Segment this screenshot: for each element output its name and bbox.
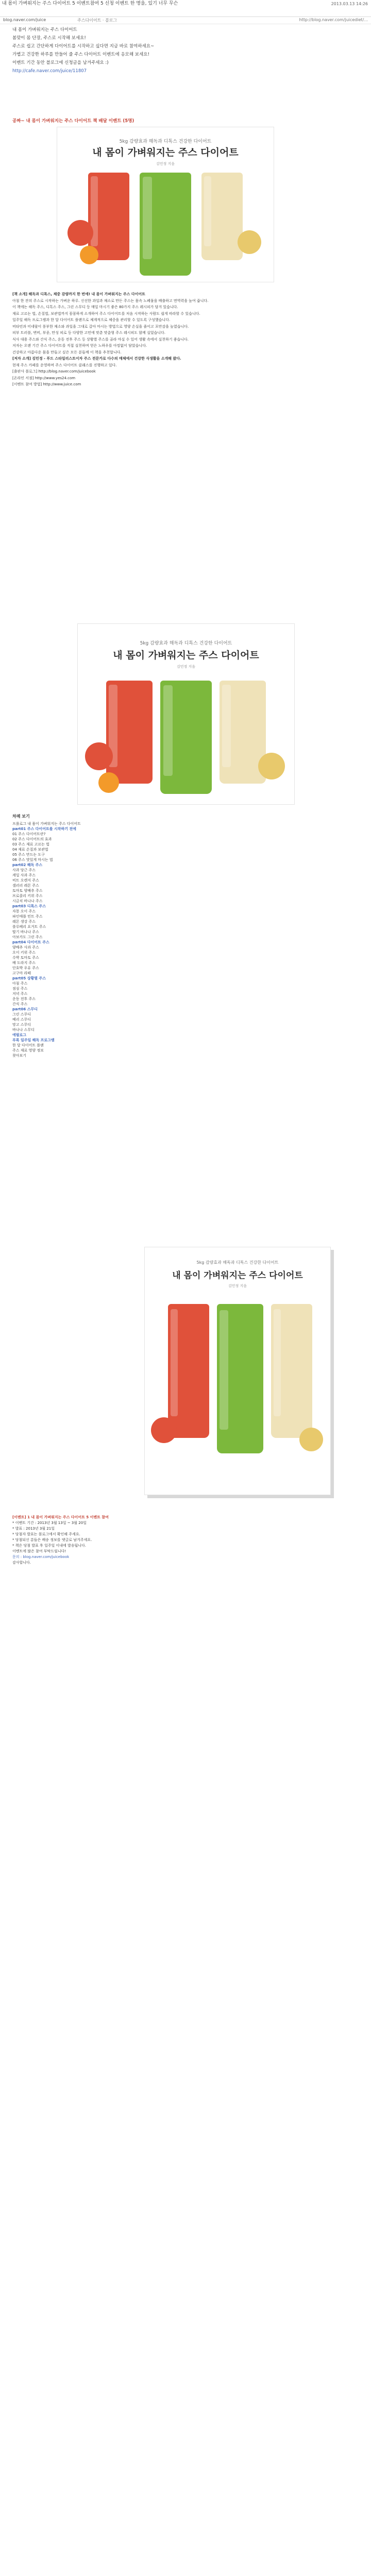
fruit-icon xyxy=(238,230,261,254)
toc-item: 오이 키위 주스 xyxy=(12,951,36,955)
book-cover xyxy=(57,127,274,282)
glass-icon xyxy=(271,1304,312,1438)
toc-list xyxy=(12,814,167,1058)
toc-item: 자몽 오이 주스 xyxy=(12,909,36,913)
intro-line: 봄맞이 몸 단장, 주스로 시작해 보세요! xyxy=(12,36,86,41)
book-subtitle: 5kg 감량효과 해독과 디톡스 건강한 다이어트 xyxy=(196,1260,279,1265)
toc-header: 차례 보기 xyxy=(12,814,30,819)
toc-item: 셀러리 레몬 주스 xyxy=(12,884,39,888)
toc-part: part04 다이어트 주스 xyxy=(12,940,49,944)
toc-item: 바나나 스무디 xyxy=(12,1028,35,1032)
toc-item: 주스 재료 영양 정보 xyxy=(12,1048,44,1053)
book-subtitle: 5kg 감량효과 해독과 디톡스 건강한 다이어트 xyxy=(140,641,232,646)
toc-part: part05 상황별 주스 xyxy=(12,976,46,980)
toc-item: 03 주스 재료 고르는 법 xyxy=(12,842,49,846)
notice-line: * 당첨되신 분들은 배송 정보를 댓글로 남겨주세요. xyxy=(12,1538,92,1542)
paragraph: 피부 트러블, 변비, 부종, 만성 피로 등 다양한 고민에 맞춘 맞춤형 주스 레시피도 함께 실었습니다. xyxy=(12,331,166,335)
toc-item: 배 도라지 주스 xyxy=(12,961,36,965)
toc-item: 고구마 라떼 xyxy=(12,971,31,975)
toc-item: 운동 전후 주스 xyxy=(12,997,36,1001)
toc-item: 토마토 양배추 주스 xyxy=(12,889,43,893)
intro-block xyxy=(12,27,342,76)
description-block xyxy=(12,292,352,388)
fruit-icon xyxy=(299,1428,323,1451)
paragraph: 현재 주스 카페를 운영하며 주스 다이어트 클래스를 진행하고 있다. xyxy=(12,363,117,367)
link-line[interactable]: [출판사 블로그] http://blog.naver.com/juicebook xyxy=(12,369,96,374)
toc-item: 비트 오렌지 주스 xyxy=(12,878,39,883)
intro-line: 주스로 쉽고 간단하게 다이어트를 시작하고 싶다면 지금 바로 참여하세요~ xyxy=(12,44,155,49)
notice-link[interactable]: 문의 : blog.naver.com/juicebook xyxy=(12,1555,70,1559)
toc-item: 파인애플 민트 주스 xyxy=(12,914,43,919)
toc-item: 단호박 우유 주스 xyxy=(12,966,39,970)
toc-item: 레몬 생강 주스 xyxy=(12,920,36,924)
toc-item: 02 주스 다이어트의 효과 xyxy=(12,837,52,841)
meta-row xyxy=(0,16,371,24)
toc-item: 망고 스무디 xyxy=(12,1023,31,1027)
glass-icon xyxy=(140,173,191,276)
cafe-link[interactable]: http://cafe.naver.com/juice/11807 xyxy=(12,69,87,74)
toc-item: 아보카도 그린 주스 xyxy=(12,935,43,939)
toc-part: part02 해독 주스 xyxy=(12,863,43,867)
book-title: 내 몸이 가벼워지는 주스 다이어트 xyxy=(172,1270,303,1281)
paragraph: 저자는 오랜 기간 주스 다이어트를 직접 실천하며 얻은 노하우를 아낌없이 담았습니다. xyxy=(12,344,147,348)
blog-name[interactable]: blog.naver.com/juice xyxy=(3,18,46,22)
glass-icon xyxy=(201,173,243,260)
book-author: 김민정 지음 xyxy=(176,665,196,669)
toc-item: 점심 주스 xyxy=(12,987,28,991)
toc-item: 아침 주스 xyxy=(12,981,28,986)
toc-item: 수박 토마토 주스 xyxy=(12,956,39,960)
book-3d-cover xyxy=(144,1247,331,1495)
toc-item: 찾아보기 xyxy=(12,1054,27,1058)
toc-part: 에필로그 xyxy=(12,1033,27,1037)
toc-part: 부록 일주일 해독 프로그램 xyxy=(12,1038,55,1042)
paragraph: 식사 대용 주스와 간식 주스, 운동 전후 주스 등 상황별 주스를 골라 마실 수 있어 생활 속에서 실천하기 좋습니다. xyxy=(12,337,189,342)
fruit-icon xyxy=(98,772,119,793)
toc-item: 사과 당근 주스 xyxy=(12,868,36,872)
paragraph: 이 책에는 해독 주스, 디톡스 주스, 그린 스무디 등 매일 마시기 좋은 80가지 주스 레시피가 담겨 있습니다. xyxy=(12,305,178,309)
event-notice: [이벤트] 1 내 몸이 가벼워지는 주스 다이어트 5 이벤트 참여 xyxy=(12,1515,109,1519)
toc-item: 06 주스 맛있게 마시는 법 xyxy=(12,858,53,862)
intro-line: 가볍고 건강한 하루를 만들어 줄 주스 다이어트 이벤트에 응모해 보세요! xyxy=(12,52,149,57)
toc-item: 04 재료 손질과 보관법 xyxy=(12,848,48,852)
paragraph: 비타민과 미네랄이 풍부한 채소와 과일을 그대로 갈아 마시는 방법으로 영양 손실을 줄이고 포만감을 높였습니다. xyxy=(12,324,189,329)
toc-item: 그린 스무디 xyxy=(12,1012,31,1016)
toc-item: 블루베리 요거트 주스 xyxy=(12,925,46,929)
toc-item: 브로콜리 키위 주스 xyxy=(12,894,43,898)
glass-icon xyxy=(106,681,153,784)
fruit-icon xyxy=(151,1417,177,1443)
toc-item: 양배추 사과 주스 xyxy=(12,945,39,950)
page-title: 내 몸이 가벼워지는 주스 다이어트 5 이벤트참여 5 신청 이벤트 한 명을, 있기 너무 무슨 xyxy=(2,1,178,6)
book-author: 김민정 지음 xyxy=(228,1284,247,1288)
intro-line: 내 몸이 가벼워지는 주스 다이어트 xyxy=(12,27,77,32)
notice-line: 감사합니다. xyxy=(12,1561,31,1565)
toc-item: 저녁 주스 xyxy=(12,992,28,996)
notice-line: 이벤트에 많은 참여 부탁드립니다! xyxy=(12,1549,66,1553)
link-line[interactable]: [이벤트 참여 방법] http://www.juice.com xyxy=(12,382,81,386)
window-title-bar xyxy=(0,0,371,17)
toc-item: 딸기 바나나 주스 xyxy=(12,930,39,934)
toc-item: 프롤로그 내 몸이 가벼워지는 주스 다이어트 xyxy=(12,822,81,826)
paragraph: 건강하고 아름다운 몸을 만들고 싶은 모든 분들께 이 책을 추천합니다. xyxy=(12,350,122,354)
notice-line: * 발표 : 2013년 3월 21일 xyxy=(12,1527,55,1531)
book-subtitle: 5kg 감량효과 해독과 디톡스 건강한 다이어트 xyxy=(119,139,212,144)
toc-part: part06 스무디 xyxy=(12,1007,38,1011)
toc-part: part03 디톡스 주스 xyxy=(12,904,46,908)
glass-icon xyxy=(168,1304,209,1438)
book-title: 내 몸이 가벼워지는 주스 다이어트 xyxy=(113,650,259,661)
toc-item: 베리 스무디 xyxy=(12,1018,31,1022)
author-name[interactable]: 주스다이어트 · 블로그 xyxy=(77,18,117,23)
paragraph: [저자 소개] 김민정 - 푸드 스타일리스트이자 주스 전문가로 다수의 매체에서 건강한 식생활을 소개해 왔다. xyxy=(12,357,181,361)
book-cover-large xyxy=(77,623,295,805)
event-title: 공짜~ 내 몸이 가벼워지는 주스 다이어트 책 배달 이벤트 (5명) xyxy=(12,118,134,124)
toc-item: 케일 사과 주스 xyxy=(12,873,36,877)
book-author: 김민정 지음 xyxy=(156,162,175,166)
paragraph: 재료 고르는 법, 손질법, 보관법까지 꼼꼼하게 소개하여 주스 다이어트를 처음 시작하는 사람도 쉽게 따라할 수 있습니다. xyxy=(12,311,200,316)
toc-item: 한 달 다이어트 플랜 xyxy=(12,1043,44,1047)
post-url[interactable]: http://blog.naver.com/juicediet/... xyxy=(299,18,368,22)
paragraph: [책 소개] 해독과 디톡스, 체중 감량까지 한 번에! 내 몸이 가벼워지는 주스 다이어트 xyxy=(12,292,145,296)
notice-line: * 이벤트 기간 : 2013년 3월 13일 ~ 3월 20일 xyxy=(12,1521,87,1525)
toc-item: 05 주스 만드는 도구 xyxy=(12,853,45,857)
fruit-icon xyxy=(80,246,98,264)
notice-line: * 책은 당첨 발표 후 일주일 이내에 발송됩니다. xyxy=(12,1544,87,1548)
toc-item: 시금치 바나나 주스 xyxy=(12,899,43,903)
event-notice-block xyxy=(12,1515,359,1566)
intro-line: 이벤트 기간 동안 블로그에 신청글을 남겨주세요 :) xyxy=(12,60,109,65)
toc-item: 01 주스 다이어트란? xyxy=(12,832,46,836)
glass-icon xyxy=(217,1304,263,1453)
toc-part: part01 주스 다이어트를 시작하기 전에 xyxy=(12,827,76,831)
book-title: 내 몸이 가벼워지는 주스 다이어트 xyxy=(92,147,239,158)
fruit-icon xyxy=(68,220,93,246)
fruit-icon xyxy=(85,742,113,770)
paragraph: 일주일 해독 프로그램과 한 달 다이어트 플랜으로 체계적으로 체중을 관리할 수 있도록 구성했습니다. xyxy=(12,318,171,322)
link-line[interactable]: [온라인 서점] http://www.yes24.com xyxy=(12,376,76,380)
fruit-icon xyxy=(258,753,285,779)
notice-line: * 당첨자 발표는 블로그에서 확인해 주세요. xyxy=(12,1532,80,1536)
paragraph: 아침 한 잔의 주스로 시작하는 가벼운 하루. 신선한 과일과 채소로 만든 주스는 몸속 노폐물을 배출하고 면역력을 높여 줍니다. xyxy=(12,298,209,303)
post-date: 2013.03.13 14:26 xyxy=(331,2,368,6)
toc-item: 간식 주스 xyxy=(12,1002,28,1006)
glass-icon xyxy=(160,681,212,794)
